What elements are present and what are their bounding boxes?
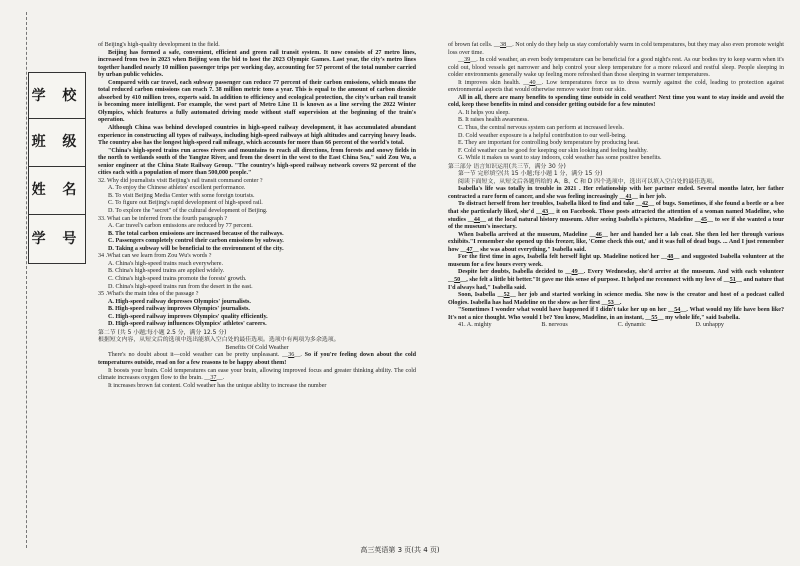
- school-label: 学 校: [31, 88, 83, 104]
- paragraph: Although China was behind developed countries in high-speed railway development, it has accumulated abundant experience in constructing all types of railways, including high-speed railways at high altitudes and carrying heavy loads. The country also has the longest high-speed rail mileage, which accounts for more than 66 percent of the world's total.: [98, 125, 416, 147]
- blank-52: 52: [503, 292, 510, 299]
- option: D. To explore the "secret" of the cultural development of Beijing.: [108, 208, 268, 215]
- blank-45: 45: [700, 216, 707, 223]
- passage-title: Benefits Of Cold Weather: [225, 344, 289, 351]
- blank-43: 43: [542, 209, 549, 216]
- option: G. While it makes us want to stay indoors, cold weather has some positive benefits.: [458, 155, 662, 162]
- paragraph: All in all, there are many benefits to spending time outside in cold weather! Next time you want to stay inside and avoid the cold, keep these benefits in mind and consider getting outside for a few minutes!: [448, 94, 784, 109]
- section-heading: 第二节 (共 5 小题;每小题 2.5 分，满分 12.5 分): [98, 329, 227, 336]
- paragraph: Soon, Isabella __52__ her job and started working in science media. She now is the creator and host of a podcast called Ologies. Isabella has had Madeline on the show as her first __53__.: [448, 292, 784, 306]
- section-heading: 第一节 完形填空(共 15 小题;每小题 1 分，满分 15 分): [458, 171, 603, 178]
- blank-44: 44: [473, 216, 480, 223]
- blank-41: 41: [625, 193, 632, 200]
- paragraph: Compared with car travel, each subway passenger can reduce 77 percent of their carbon emissions, which means the total reduced carbon emissions can reach 7. 38 million metric tons a year. This is equal to the amount of carbon dioxide absorbed by 410 million trees, experts said. In addition to efficiency and ecological protection, the city's urban rail transit is becoming more intelligent. For example, the west part of Metro Line 11 is known as a line serving the 2022 Winter Olympics, which features a fully automated driving mode without staff supervision at the beginning of the train's operation.: [98, 79, 416, 124]
- option: C. dynamic: [617, 322, 646, 329]
- option: D. China's high-speed trains run from the desert in the east.: [108, 283, 253, 290]
- blank-38: 38: [500, 42, 507, 48]
- option: C. High-speed railway improves Olympics' quality efficiently.: [108, 313, 268, 320]
- option: B. High-speed railway improves Olympics' journalists.: [108, 306, 250, 313]
- blank-39: 39: [464, 57, 471, 64]
- blank-37: 37: [210, 375, 217, 382]
- question-32: 32. Why did journalists visit Beijing's rail transit command center ?: [98, 177, 263, 184]
- option: E. They are important for controlling body temperature by producing heat.: [458, 140, 640, 147]
- paragraph: "Sometimes I wonder what would have happened if I didn't take her up on her __54__. What would my life have been like? It's not a nice thought. Who would I be? You know, Madeline, in an instant, __55__ my whole life," said Isabella.: [448, 307, 784, 321]
- paragraph: It improves skin health. __40__. Low temperatures force us to dress warmly against the cold, leading to protection against environmental aspects that would otherwise remove water from our skin.: [448, 79, 785, 94]
- option: C. Thus, the central nervous system can perform at increased levels.: [458, 125, 624, 132]
- option: C. To figure out Beijing's rapid development of high-speed rail.: [108, 200, 263, 207]
- blank-49: 49: [571, 269, 578, 276]
- option: D. High-speed railway influences Olympics' athletes' careers.: [108, 321, 267, 328]
- option: B. It raises health awareness.: [458, 117, 529, 124]
- option: D. Cold weather exposure is a helpful contribution to our well-being.: [458, 132, 627, 139]
- option: B. nervous: [541, 322, 568, 329]
- blank-55: 55: [651, 314, 658, 321]
- option: A. To enjoy the Chinese athletes' excellent performance.: [108, 185, 246, 192]
- question-41-options: [448, 322, 784, 330]
- paragraph: To distract herself from her troubles, Isabella liked to find and take __42__ of bugs. Sometimes, if she found a beetle or a bee that she particularly liked, she'd __43__ it on Facebook. Those posts attracted the attention of a woman named Madeline, who studies __44__ at the local natural history museum. After seeing Isabella's pictures, Madeline __45__ to see if she wanted a tour of the museum's insectary.: [448, 201, 784, 231]
- paragraph: It increases brown fat content. Cold weather has the unique ability to increase the number: [108, 382, 327, 389]
- option: 41. A. mighty: [458, 322, 492, 329]
- option: D. unhappy: [695, 322, 724, 329]
- question-34: 34 .What can we learn from Zou Wu's words ?: [98, 253, 212, 260]
- binding-line: [26, 12, 27, 548]
- option: A. High-speed railway depresses Olympics' journalists.: [108, 298, 251, 305]
- right-column: [448, 42, 784, 330]
- paragraph: For the first time in ages, Isabella felt herself light up. Madeline noticed her __48__ and suggested Isabella volunteer at the museum for a few hours every week.: [448, 254, 785, 268]
- paragraph: of brown fat cells. __38__. Not only do they help us stay comfortably warm in cold temperatures, but they may also even promote weight loss over time.: [448, 42, 785, 56]
- blank-48: 48: [667, 254, 674, 261]
- paragraph: of Beijing's high-quality development in the field.: [98, 42, 220, 48]
- option: D. Taking a subway will be beneficial to the environment of the city.: [108, 245, 284, 252]
- blank-54: 54: [674, 307, 681, 314]
- divider: [29, 214, 85, 215]
- section-instructions: 阅读下面短文，从短文后各题所给的 A、B、C 和 D 四个选项中，选出可以填入空白处的最佳选项。: [458, 178, 718, 185]
- option: C. Passengers completely control their carbon emissions by subway.: [108, 238, 284, 245]
- option: B. China's high-speed trains are applied widely.: [108, 268, 225, 275]
- paragraph: "China's high-speed trains run across rivers and mountains to reach all directions, from forests and snowy fields in the north to wetlands south of the Yangtze River, and from the desert in the west to the East China Sea," said Zou Wu, a senior engineer at the China State Railway Group. "The country's high-speed railway network covers 92 percent of the cities each with a population of more than 500,000 people.": [98, 147, 416, 177]
- blank-40: 40: [529, 79, 536, 86]
- page-footer: 高三英语第 3 页(共 4 页): [360, 546, 440, 554]
- blank-36: 36: [288, 352, 295, 359]
- divider: [29, 166, 85, 167]
- paragraph: When Isabella arrived at the museum, Madeline __46__ her and handed her a lab coat. She then led her through various exhibits."I remember she opened up this freezer, like, 'Come check this out,' and it was full of dead bugs. ... And I just remember how __47__ she was about everything," Isabella said.: [448, 231, 784, 253]
- left-column: [98, 42, 416, 390]
- student-info-box: [28, 72, 86, 264]
- question-35: 35 .What's the main idea of the passage ?: [98, 291, 199, 298]
- blank-53: 53: [607, 299, 614, 306]
- divider: [29, 118, 85, 119]
- option: A. Car travel's carbon emissions are reduced by 77 percent.: [108, 223, 253, 230]
- option: A. China's high-speed trains reach everywhere.: [108, 260, 223, 267]
- paragraph: Beijing has formed a safe, convenient, efficient and green rail transit system. It now consists of 27 metro lines, increased from two in 2023 when Beijing won the bid to host the 2023 Olympic Games. Last year, the city's metro lines together handled nearly 10 million passenger trips per working day, accounting for 57 percent of the total number carried by urban public vehicles.: [98, 49, 416, 79]
- section-instructions: 根据短文内容，从短文后的选项中选出能填入空白处的最佳选项。选项中有两项为多余选项。: [98, 337, 340, 344]
- option: B. To visit Beijing Media Center with some foreign tourists.: [108, 192, 255, 199]
- name-label: 姓 名: [31, 182, 83, 198]
- option: F. Cold weather can be good for keeping our skin looking and feeling healthy.: [458, 147, 648, 154]
- blank-42: 42: [642, 201, 649, 208]
- paragraph: Isabella's life was totally in trouble in 2021 . Her relationship with her partner ended. Several months later, her father contracted a rare form of cancer, and she was feeling increasingly __41__ in her job.: [448, 186, 784, 200]
- part-heading: 第三部分 语言知识运用(共三节，满分 30 分): [448, 163, 566, 170]
- blank-50: 50: [454, 276, 461, 283]
- paragraph: It boosts your brain. Cold temperatures can ease your brain, allowing improved focus and greater thinking ability. The cold climate increases oxygen flow to the brain. __37__.: [98, 367, 416, 382]
- student-id-label: 学 号: [31, 231, 83, 247]
- blank-51: 51: [729, 276, 736, 283]
- option: B. The total carbon emissions are increased because of the railways.: [108, 230, 284, 237]
- class-label: 班 级: [31, 134, 83, 150]
- option: C. China's high-speed trains promote the forests' growth.: [108, 275, 247, 282]
- blank-47: 47: [466, 246, 473, 253]
- paragraph: There's no doubt about it—cold weather can be pretty unpleasant. __36__. So if you're feeling down about the cold temperatures outside, read on for a few reasons to be happy about them!: [98, 352, 416, 366]
- blank-46: 46: [595, 231, 602, 238]
- paragraph: __39__. In cold weather, an even body temperature can be beneficial for a good night's rest. As our bodies try to keep warm when it's cold out, blood vessels get narrower and help control your sleep temperature for a more relaxed and restful sleep. People sleeping in colder environments generally wake up feeling more refreshed than those sleeping in warmer temperatures.: [448, 57, 784, 79]
- question-33: 33. What can be inferred from the fourth paragraph ?: [98, 215, 228, 222]
- option: A. It helps you sleep.: [458, 109, 510, 116]
- paragraph: Despite her doubts, Isabella decided to __49__. Every Wednesday, she'd arrive at the museum. And with each volunteer __50__, she felt a little bit better."It gave me this sense of purpose. It helped me reconnect with my love of __51__ and nature that I'd always had," Isabella said.: [448, 269, 784, 291]
